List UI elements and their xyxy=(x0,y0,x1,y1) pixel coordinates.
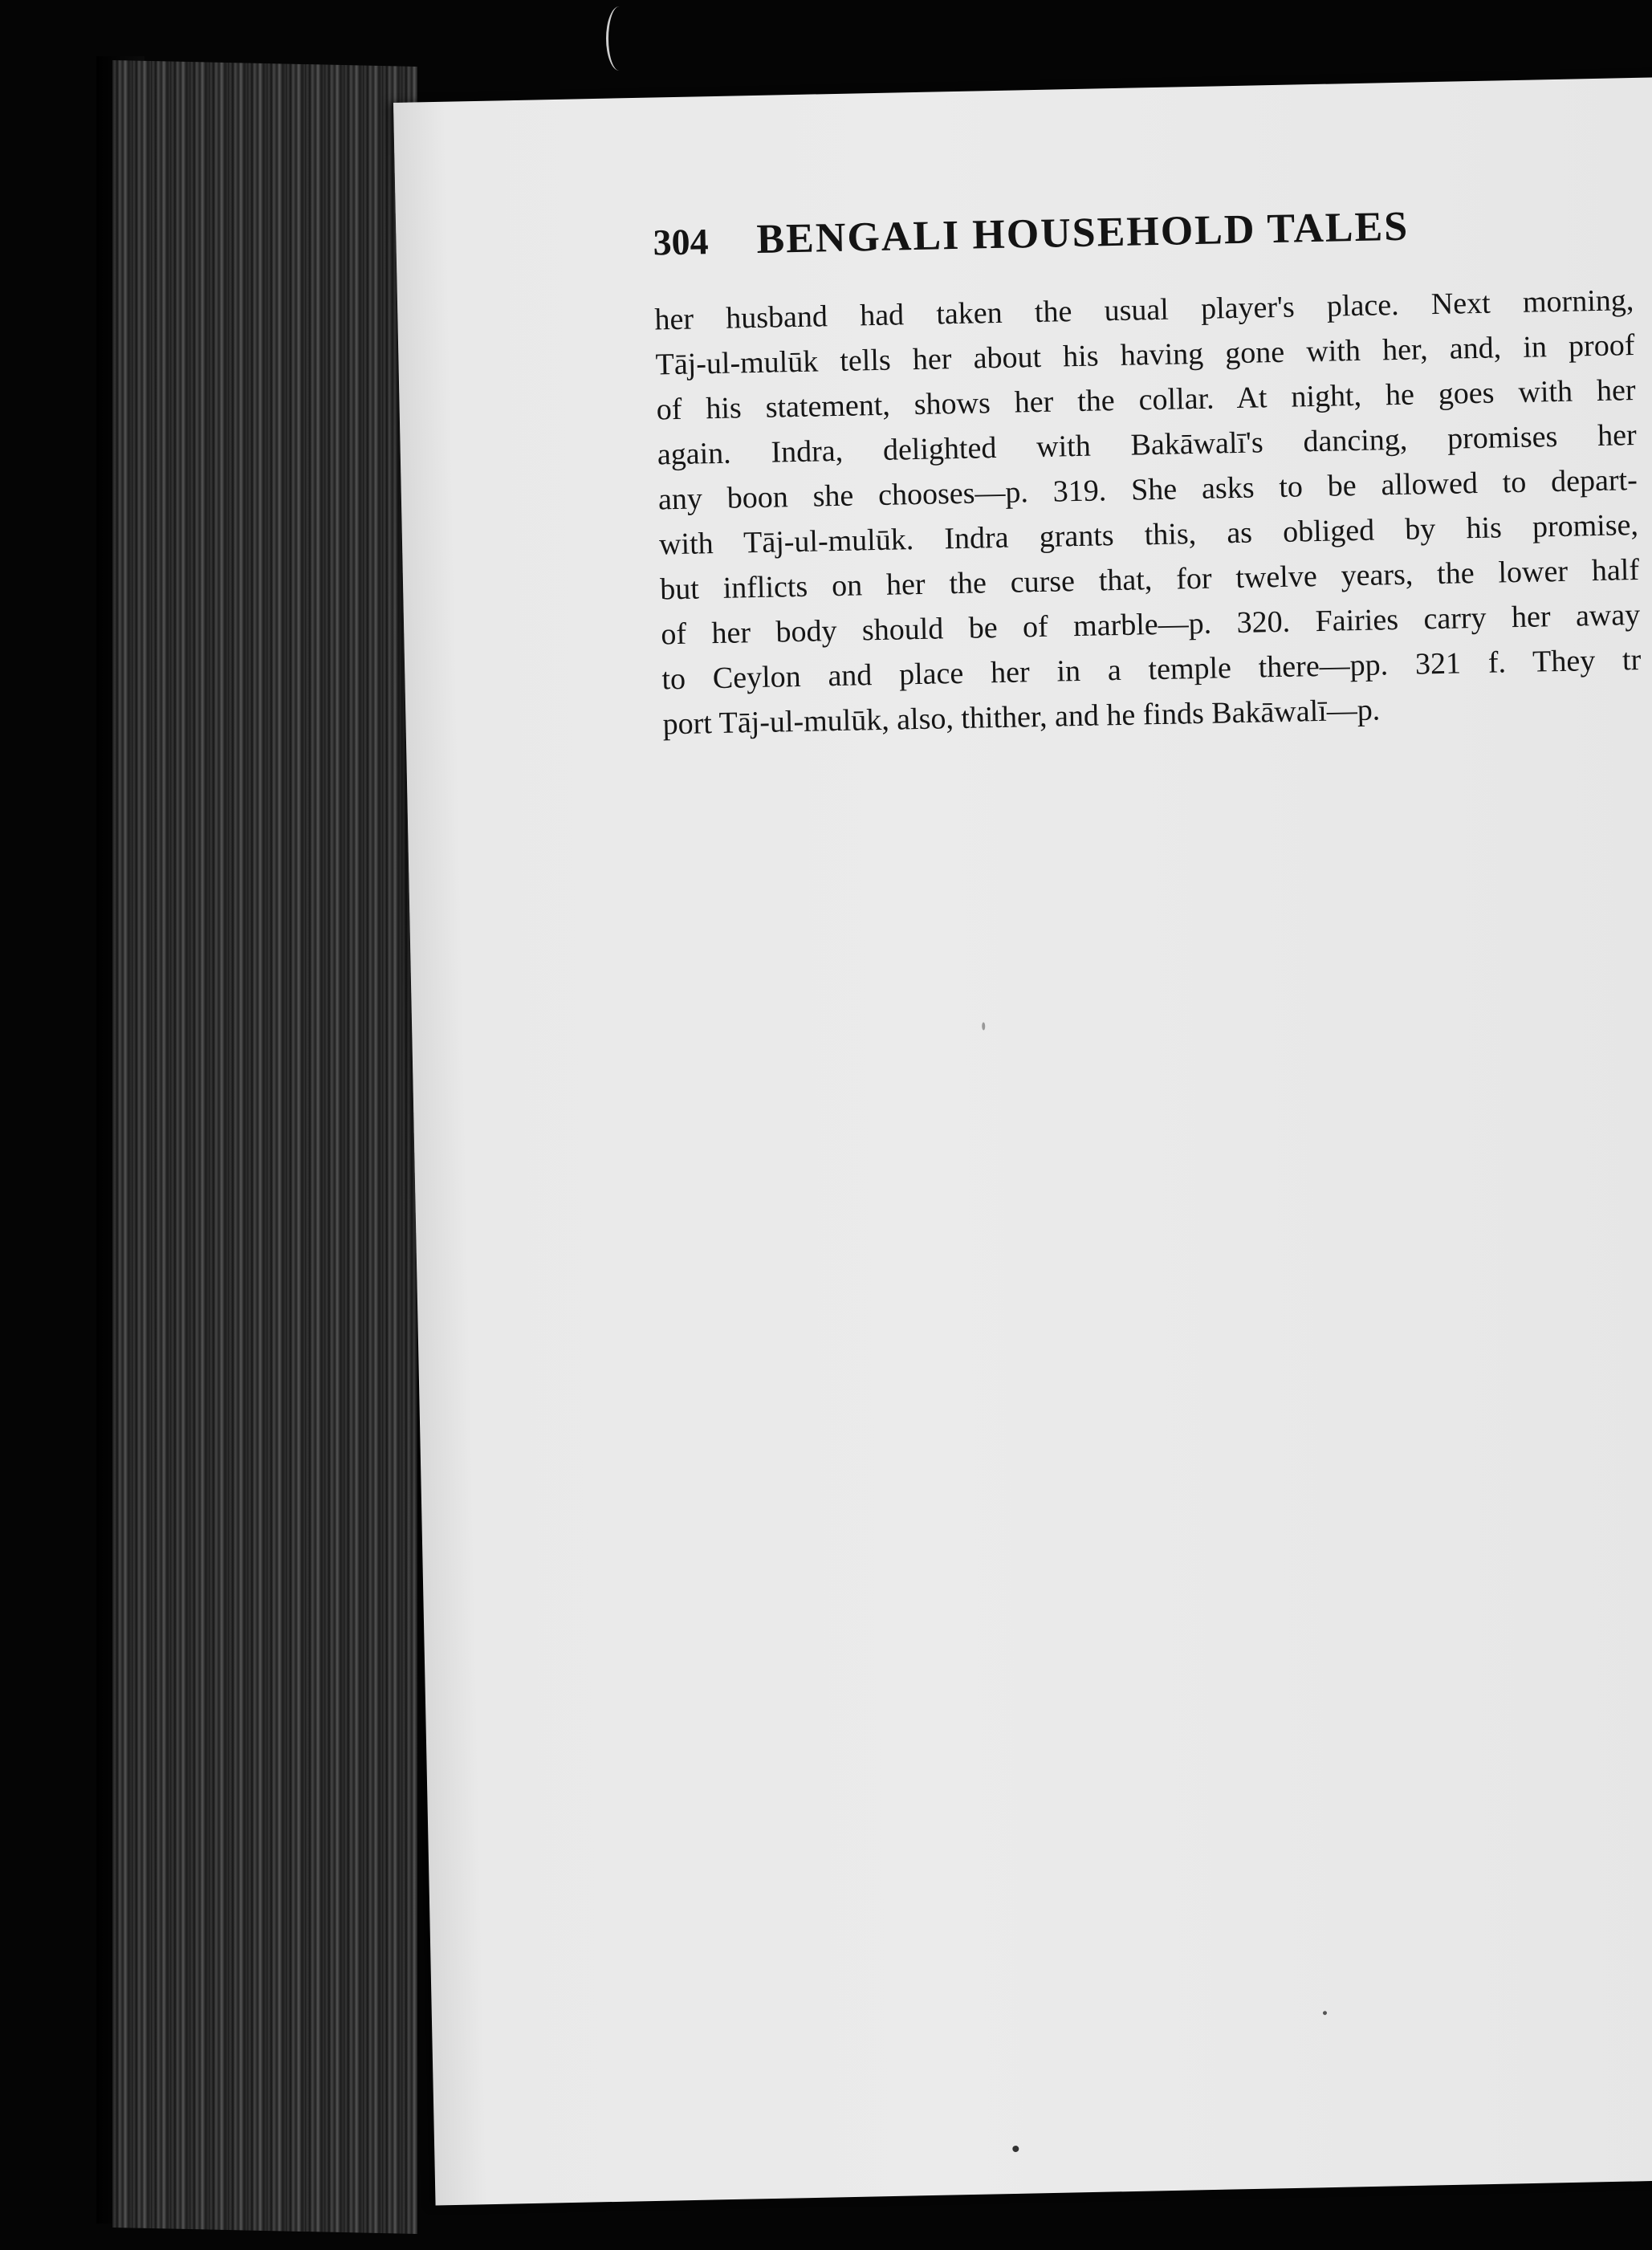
running-head xyxy=(653,198,1633,265)
text-line: but inflicts on her the curse that, for twelve years, the lower half xyxy=(659,552,1640,607)
text-line: again. Indra, delighted with Bakāwalī's dancing, promises her xyxy=(657,418,1638,472)
text-line: of her body should be of marble—p. 320. Fairies carry her away xyxy=(660,597,1641,652)
text-line: Tāj-ul-mulūk tells her about his having gone with her, and, in proof xyxy=(655,328,1635,382)
paper-speck xyxy=(1323,2011,1327,2015)
text-line: any boon she chooses—p. 319. She asks to be allowed to depart- xyxy=(657,462,1638,517)
paper-speck xyxy=(1012,2146,1019,2152)
book-page xyxy=(393,77,1652,2206)
page-number: 304 xyxy=(653,221,710,263)
book-title: BENGALI HOUSEHOLD TALES xyxy=(755,203,1410,262)
margin-mark xyxy=(606,6,633,71)
text-line: with Tāj-ul-mulūk. Indra grants this, as obliged by his promise, xyxy=(658,507,1639,562)
text-line: of his statement, shows her the collar. At night, he goes with her xyxy=(656,373,1636,427)
text-line: port Tāj-ul-mulūk, also, thither, and he finds Bakāwalī—p. xyxy=(662,693,1381,742)
paper-speck xyxy=(982,1022,985,1030)
text-line: to Ceylon and place her in a temple there—pp. 321 f. They tr xyxy=(661,642,1642,697)
page-content xyxy=(653,198,1642,747)
page-block-edges xyxy=(112,60,417,2234)
body-paragraph xyxy=(654,278,1642,747)
text-line: her husband had taken the usual player's place. Next morning, xyxy=(654,283,1634,337)
